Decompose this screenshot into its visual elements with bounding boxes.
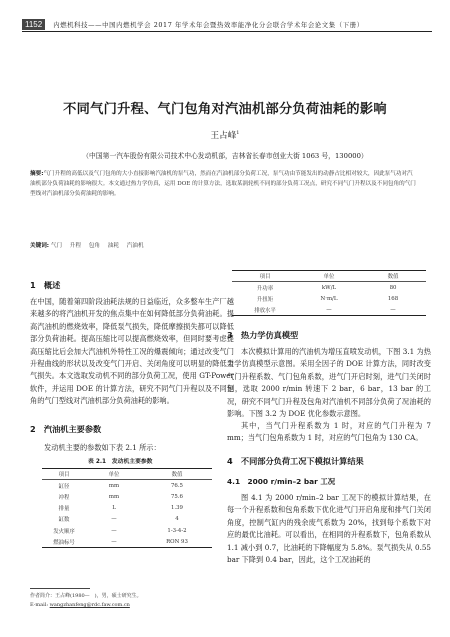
table-header-cell: 项目 <box>232 271 298 282</box>
section-2-heading: 2 汽油机主要参数 <box>30 424 102 434</box>
abstract <box>30 170 418 199</box>
table-cell: N·m/L <box>320 295 338 302</box>
paper-title: 不同气门升程、气门包角对汽油机部分负荷油耗的影响 <box>63 102 387 117</box>
table-header-cell: 单位 <box>298 271 360 282</box>
section-3-heading: 3 热力学仿真模型 <box>227 330 299 340</box>
table-row <box>42 480 212 491</box>
section-3-text-2: 其中，当气门升程系数为 1 时，对应的气门升程为 7 mm；当气门包角系数为 1 时，对应的气门包角为 130 CA。 <box>227 421 431 443</box>
table-row <box>232 304 426 315</box>
keyword: 气门 <box>50 243 63 249</box>
table-row <box>42 502 212 513</box>
table-header-cell: 数值 <box>142 469 212 480</box>
table-cell: 4 <box>175 516 179 523</box>
running-head-text: 内燃机科技——中国内燃机学会 2017 年学术年会暨热效率能净化分会联合学术年会论文集（下册） <box>53 21 364 29</box>
keyword: 油耗 <box>107 243 119 249</box>
table-2-1-caption: 表 2.1 发动机主要参数 <box>88 459 153 465</box>
table-cell: 75.6 <box>170 493 183 500</box>
table-cell: kW/L <box>321 284 337 291</box>
keyword: 包角 <box>88 243 100 249</box>
table-row <box>42 536 212 547</box>
table-2-1 <box>42 468 212 548</box>
email-link[interactable]: wangzhanfeng@rdc.faw.com.cn <box>49 602 130 608</box>
table-cell: — <box>86 536 142 547</box>
table-row <box>232 293 426 304</box>
section-4-1-text: 图 4.1 为 2000 r/min–2 bar 工况下的模拟计算结果，在每一个升程系数和包角系数下优化进气门开启角度和排气门关闭角度，控制气缸内的残余废气系数为 20%，找到每个系数下对应的最优比油耗。可以看出，在相同的升程系数下，包角系数从 1.1 减小到 0.7，比油耗的下降幅度为 5.8%。泵气损失从 0.55 bar 下降到 0.4 bar，因此，这个工况油耗的 <box>227 493 431 565</box>
table-header-cell: 数值 <box>360 271 426 282</box>
page-number: 1152 <box>22 19 45 30</box>
keyword: 汽油机 <box>126 243 144 249</box>
running-header <box>22 18 432 32</box>
abstract-label: 摘要: <box>30 171 44 177</box>
author-name: 王占峰 <box>210 131 237 141</box>
table-cell: 1-3-4-2 <box>167 527 187 534</box>
keyword: 升程 <box>69 243 81 249</box>
table-cell: 发火顺序 <box>53 528 75 535</box>
section-4-1-heading: 4.1 2000 r/min–2 bar 工况 <box>227 477 336 486</box>
table-cell: RON 93 <box>142 536 212 547</box>
table-row <box>232 282 426 293</box>
table-header-row <box>232 271 426 282</box>
table-cell: — <box>360 304 426 315</box>
table-cell: 燃油标号 <box>42 536 86 547</box>
table-cell: 76.5 <box>170 482 183 489</box>
table-cell: 升功率 <box>256 285 274 292</box>
table-cell: L <box>112 505 116 512</box>
table-row <box>42 491 212 502</box>
email-label: E-mail: <box>30 602 49 608</box>
section-2-text: 发动机主要的参数如下表 2.1 所示： <box>44 443 161 452</box>
table-header-cell: 单位 <box>86 469 142 480</box>
footnote-rule <box>30 588 90 589</box>
table-header-row <box>42 469 212 480</box>
table-cell: 缸数 <box>58 517 70 524</box>
table-cell: 1.39 <box>170 505 183 512</box>
author-line <box>0 129 450 141</box>
table-cell: 冲程 <box>58 494 70 501</box>
table-cell: 168 <box>387 295 399 302</box>
author-mark: 1 <box>236 130 240 137</box>
section-1-text: 在中国，随着第四阶段油耗法规的日益临近，众多整车生产厂越来越多的将汽油机开发的焦点集中在如何降低部分负荷油耗。提高汽油机的燃烧效率，降低泵气损失，降低摩擦损失都可以降低部分负荷油耗。提高压缩比可以提高燃烧效率，但同时要考虑提高压缩比后会加大汽油机外特性工况的爆震倾向；通过改变气门升程曲线的形状以及改变气门开启、关闭角度可以明显的降低泵气损失。本文选取发动机不同的部分负荷工况，使用 GT-Power 软件，并运用 DOE 的计算方法，研究不同气门升程以及不同包角的气门型线对汽油机部分负荷油耗的影响。 <box>30 297 234 406</box>
table-cell: 排量 <box>58 506 70 513</box>
table-header-cell: 项目 <box>42 469 86 480</box>
table-row <box>42 514 212 525</box>
table-cell: 升扭矩 <box>256 296 274 303</box>
affiliation: （中国第一汽车股份有限公司技术中心发动机部，吉林省长春市创业大街 1063 号，130000） <box>82 152 368 160</box>
footnote-author: 作者简介：王占峰(1980— )，男，硕士研究生。 <box>30 593 142 599</box>
table-cell: — <box>298 304 360 315</box>
table-cell: — <box>111 527 117 534</box>
table-cell: — <box>111 516 117 523</box>
table-cell: 80 <box>389 284 397 291</box>
table-continued <box>232 270 426 316</box>
section-4-heading: 4 不同部分负荷工况下模拟计算结果 <box>227 456 364 466</box>
table-cell: mm <box>108 493 120 500</box>
table-cell: mm <box>108 482 120 489</box>
section-1-heading: 1 概述 <box>30 280 61 290</box>
table-cell: 排放水平 <box>232 304 298 315</box>
section-3-text: 本次模拟计算用的汽油机为增压直喷发动机，下图 3.1 为热力学仿真模型示意图。采用全因子的 DOE 计算方法，同时改变气门升程系数、气门包角系数，进气门开启时刻，进气门关闭时刻，选取 2000 r/min 转速下 2 bar，6 bar，13 bar 的工况，研究不同气门升程及包角对汽油机不同部分负荷了况油耗的影响。下图 3.2 为 DOE 优化参数示意图。 <box>227 347 431 419</box>
table-row <box>42 525 212 536</box>
footnote-email-line <box>30 602 130 608</box>
abstract-text: 气门升程的高低以及气门包角的大小直接影响汽油机的泵气功，然而在汽油机部分负荷工况，泵气功由节能发出的动静占比相对较大，因此泵气功对汽油机部分负荷油耗的影响很大。本文通过热力学仿真，运用 DOE 的计算方法，选取某涡轮机不同的部分负荷工况点，研究不同气门升程以及不同包角的气门型线对汽油机部分负荷油耗的影响。 <box>30 171 416 197</box>
keywords <box>30 241 418 249</box>
keywords-label: 关键词: <box>30 243 50 249</box>
table-cell: 缸径 <box>58 483 70 490</box>
